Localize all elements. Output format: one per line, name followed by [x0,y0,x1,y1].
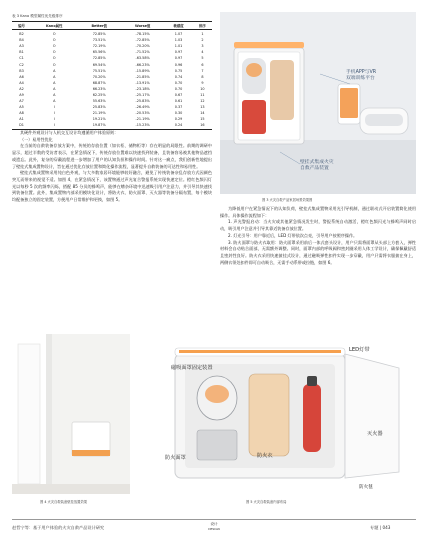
table-cell: A4 [19,80,24,85]
table-cell: O [52,50,56,55]
table-cell: 0.96 [174,62,183,67]
footer-section-cn: 设计 [210,522,218,526]
table-cell: -70.20% [135,44,150,49]
table-cell: -63.58% [135,56,150,61]
table-cell: 0.61 [174,99,183,104]
table-cell: A [53,80,56,85]
table-cell: 75.51% [92,68,106,73]
table-cell: A7 [19,99,24,104]
table-cell: A5 [19,105,24,110]
label-extinguisher: 灭火器 [367,431,383,437]
table-cell: 8 [201,74,204,79]
figure-4-caption: 图 4 火灾自救装备壁挂放置效果 [40,500,88,504]
table-cell: B4 [19,38,24,43]
paragraph: 2. 灯光引导：用户靠近后，LED 灯带依次点亮，引导用户按照序操作。 [228,232,358,238]
table-cell: A6 [19,74,24,79]
table-cell: 72.85% [92,56,106,61]
table-cell: B3 [19,68,24,73]
table-cell: D1 [12,122,31,129]
label-fire-blanket: 防火毯 [359,485,373,490]
paragraph: 壁挂式集成置物采用纯白色外观，与大多数家居环境能够较好融合，避免了传统装备杂乱存放方式因颜色突兀而带来的视觉不适。如图 4，在紧急情况下，该置物通过声光复合警报系统实现快速定位。橙红色频闪灯光以每秒 5 次的频率闪烁，搭配 85 分贝的蜂鸣声，能够在嘈杂环境中迅速吸引用户注意力，并引导其快速找到装备位置。此外，集成置物内部采用模块化设计，将防火衣、防火面罩、灭火器等装备分隔布置，每个模块均配备独立的固定装置，方便用户日常维护和更换，如图 5。 [12,170,212,203]
col-header: 编号 [12,22,31,30]
table-cell: O [52,62,56,67]
table-cell: A8 [19,111,24,116]
figure-3-scene [220,12,416,194]
table-cell: I [53,111,55,116]
table-cell: -13.91% [135,80,150,85]
table-cell: I [53,105,55,110]
table-cell: A1 [19,117,24,122]
table-cell: 1 [201,32,204,37]
table-cell: -21.85% [135,74,150,79]
kano-table [12,21,212,130]
paragraph: 为降低用户在紧急情况下的认知负荷，壁挂式集成置物采用光引导机制，通过联动式开启装置简化使用操作。具体操作流程如下： [220,206,416,218]
table-cell: 1.03 [174,38,183,43]
table-cell: 72.19% [92,44,106,49]
table-row [12,30,212,38]
table-cell: A2 [19,86,24,91]
paragraph: 在当前的自救装备存放方案中，传统的存放位置（如衣柜、储物柜等）存在明显的局限性。前期的调研中显示，超过半数的受访者表示，在紧急情况下，传统存放位置难以快速找到装备，且装备容易被其他物品遮挡或遗忘。此外，复杂的穿戴流程进一步增加了用户的认知负担和操作时间。针对这一痛点，我们创新性地提出了壁挂式集成置物设计，旨在通过优化存放位置和简化操作流程，显著提升自救装备的可达性和易用性。 [12,143,212,169]
label-app-vr: 手机APP与VR 双端训练平台 [346,70,377,81]
table-cell: 0.97 [174,50,183,55]
table-cell: 19.21% [92,117,106,122]
table-cell: A [53,92,56,97]
table-cell: 6 [201,62,204,67]
table-cell: 68.87% [92,80,106,85]
table-cell: 70.20% [92,74,106,79]
table-cell: A [53,86,56,91]
label-fire-mask: 防火面罩 [165,455,186,461]
table-cell: 66.23% [92,86,106,91]
figure-5-layout [137,334,416,494]
table-cell: B2 [19,32,24,37]
table-cell: I [53,117,55,122]
table-cell: 13 [200,105,205,110]
table-cell: -26.49% [135,105,150,110]
table-cell: B1 [19,50,24,55]
table-cell: 11 [200,92,205,97]
table-cell: 62.25% [92,92,106,97]
label-mask-holder: 磁吸面罩固定装置 [171,365,213,371]
table-cell: -21.19% [135,117,150,122]
table-cell: 69.54% [92,62,106,67]
col-header: Better值 [77,22,121,30]
table-cell: 0.24 [164,122,193,129]
table-cell: 5 [201,56,204,61]
table-cell: 72.85% [92,32,106,37]
table-cell: 0.74 [174,74,183,79]
table-cell: 55.63% [92,99,106,104]
col-header: 敏感度 [164,22,193,30]
table-cell: 0.70 [174,80,183,85]
table-cell: O [52,44,56,49]
table-cell: 15 [200,117,205,122]
table-cell: C2 [19,62,24,67]
col-header: Worse值 [121,22,164,30]
table-cell: -72.85% [135,38,150,43]
table-cell: 0.37 [174,105,183,110]
table-cell: 2 [201,38,204,43]
table-cell: -78.15% [135,32,150,37]
label-led-strip: LED灯带 [349,347,370,353]
table-cell: 1.07 [174,32,183,37]
table-cell: A9 [19,92,24,97]
table-cell: -25.83% [135,99,150,104]
table-cell: -15.89% [135,68,150,73]
table-cell: -71.52% [135,50,150,55]
table-cell: O [52,38,56,43]
figure-4-photo [12,334,130,494]
table-cell: 0.70 [174,86,183,91]
right-column-text [220,206,416,266]
table-cell: 25.83% [92,105,106,110]
table-cell: -25.17% [135,92,150,97]
table-cell: 10 [200,86,205,91]
table-cell: 0.75 [174,68,183,73]
table-cell: 0.30 [174,111,183,116]
footer-rule [12,519,416,520]
table-cell: -23.18% [135,86,150,91]
table-row [12,122,212,129]
table-cell: 14 [200,111,205,116]
table-cell: 0.29 [174,117,183,122]
table-cell: 21.19% [92,111,106,116]
figure-5-caption: 图 5 火灾自救装备内部布局 [246,500,287,504]
table-header-row [12,22,212,30]
table-cell: O [52,56,56,61]
table-cell: 73.51% [92,38,106,43]
table-caption: 表 3 Kano 模型属性优先级排序 [12,14,63,18]
table-cell: 19.87% [77,122,121,129]
table-cell: A [53,74,56,79]
table-cell: 3 [201,44,204,49]
table-cell: 12 [200,99,205,104]
table-cell: 4 [201,50,204,55]
col-header: 排序 [193,22,212,30]
table-cell: 0.67 [174,92,183,97]
col-header: Kano属性 [31,22,77,30]
table-cell: 1.01 [174,44,183,49]
paragraph: 其硬件外观设计与人机交互设计均遵循用户体验原则： [20,130,119,135]
table-body [12,30,212,130]
table-cell: 65.56% [92,50,106,55]
table-cell: A [53,68,56,73]
table-cell: -20.53% [135,111,150,116]
paragraph: 3. 防火面罩与防火衣取用：防火面罩采用前后一体式套头设计，用户只需将面罩从头部上方套入，弹性材料会自动贴合面部，无需额外调整。同时，面罩内部的呼吸阀和密封圈采用人体工学设计，确保佩戴舒适且密封性良好。防火衣采用快速披挂式设计，通过磁吸弹性扣件实现一步穿戴，用户只需将衣服披在身上，两侧衣领处扣件即可自动吸合，无需手动系带或拉链，如图 6。 [220,239,416,265]
paragraph: 1. 声光警报启动：当火灾或其他紧急情况发生时，警报系统自动激活，橙红色频闪光与蜂鸣声同时启动，吸引用户注意并引导其靠近装备存放位置。 [220,219,416,232]
table-cell: O [52,32,56,37]
table-cell: A [53,99,56,104]
section-heading: （一）易用性优化 [20,136,53,142]
label-fire-suit: 防火衣 [257,453,273,459]
table-cell: -15.23% [121,122,164,129]
table-cell: A3 [19,44,24,49]
table-cell: I [31,122,77,129]
table-cell: -66.23% [135,62,150,67]
footer-article-title: 赵哲宁等：基于用户体验的火灾自救产品设计研究 [12,525,105,530]
table-cell: 16 [193,122,212,129]
table-cell: 9 [201,80,204,85]
figure-3-caption: 图 3 火灾自救产品家居场景效果图 [262,198,313,202]
table-cell: 7 [201,68,204,73]
label-wall-device: 壁挂式集成火灾 自救产品装置 [300,160,334,171]
table-cell: 0.97 [174,56,183,61]
footer-section-en: DESIGN [208,527,220,531]
footer-page-number: 专题 | 043 [370,525,391,530]
left-column-text [12,130,212,204]
table-cell: C1 [19,56,24,61]
